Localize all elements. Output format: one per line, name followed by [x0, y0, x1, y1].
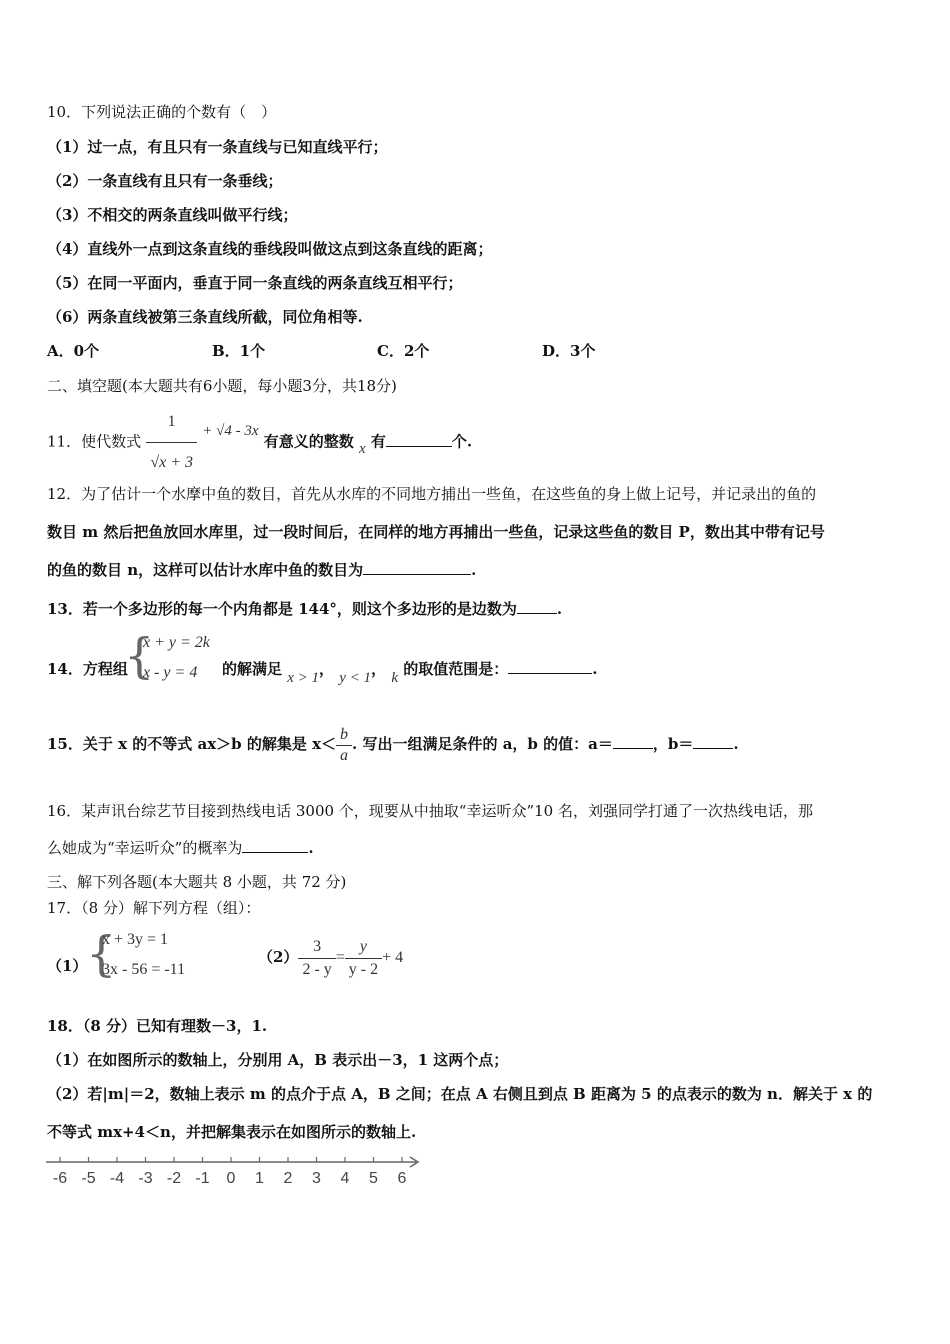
q13-answer-blank[interactable]: [517, 599, 557, 614]
q15-mid2: ，b＝: [652, 735, 694, 753]
number-line-tick-label: 4: [340, 1170, 350, 1187]
section-2-heading: 二、填空题(本大题共有6小题，每小题3分，共18分): [47, 377, 397, 395]
q11-frac-den: √x + 3: [146, 442, 197, 483]
q11-root-term: + √4 - 3x: [202, 422, 259, 439]
q11-suffix-b: 个.: [451, 432, 473, 451]
q14-cond1: x > 1: [287, 670, 320, 686]
q14-cond2: y < 1: [339, 670, 372, 686]
q17-p1-brace: {: [86, 926, 117, 982]
q14-suffix: 的取值范围是：: [403, 660, 509, 678]
q15-frac-num: b: [340, 725, 349, 743]
q17-p2-label: （2）: [258, 948, 299, 966]
section-3-heading: 三、解下列各题(本大题共 8 小题，共 72 分): [47, 873, 347, 891]
number-line-tick-label: 1: [255, 1170, 264, 1187]
q15-line: 15．关于 x 的不等式 ax＞b 的解集是 x＜ $\frac{b}{a}$ . 写出一组满足条件的 a，b 的值：a＝ ，b＝ .: [47, 725, 739, 764]
q16-line-1: 16．某声讯台综艺节目接到热线电话 3000 个，现要从中抽取“幸运听众”10 名，刘强同学打通了一次热线电话，那: [47, 802, 813, 820]
q10-item-6: （6）两条直线被第三条直线所截，同位角相等.: [47, 308, 363, 326]
q11-prefix: 11．使代数式: [47, 432, 142, 451]
q12-line-2: 数目 m 然后把鱼放回水库里，过一段时间后，在同样的地方再捕出一些鱼，记录这些鱼的数目 P，数出其中带有记号: [47, 523, 825, 541]
q15-a-blank[interactable]: [613, 734, 653, 749]
q10-item-1: （1）过一点，有且只有一条直线与已知直线平行；: [47, 138, 388, 156]
q11-var: x: [359, 440, 366, 457]
number-line-tick-label: -2: [166, 1170, 182, 1187]
q17-p2-num1: 3: [313, 937, 322, 955]
q15-frac-den: a: [336, 745, 352, 766]
q16-line-2: 么她成为“幸运听众”的概率为 .: [47, 839, 314, 857]
q14-brace: {: [124, 628, 155, 684]
number-line-tick-label: -1: [195, 1170, 210, 1187]
q15-fraction: [336, 725, 352, 766]
q17-p2-frac1: [298, 936, 335, 981]
q10-item-3: （3）不相交的两条直线叫做平行线；: [47, 206, 298, 224]
number-line-tick-label: 2: [283, 1170, 293, 1187]
q11-suffix-a: 有: [370, 432, 386, 451]
q17-p1-label: （1）: [47, 957, 88, 975]
q10-option-c: C．2个: [377, 342, 430, 360]
number-line-tick-label: -6: [52, 1170, 68, 1187]
q17-stem: 17．（8 分）解下列方程（组）：: [47, 899, 261, 917]
number-line-tick-label: 5: [369, 1170, 378, 1187]
q11-answer-blank[interactable]: [386, 432, 452, 447]
q10-item-5: （5）在同一平面内，垂直于同一条直线的两条直线互相平行；: [47, 274, 463, 292]
q17-p1-eq1: x + 3y = 1: [102, 931, 169, 948]
q14-sep: ，: [319, 660, 335, 678]
q12-answer-blank[interactable]: [363, 560, 471, 575]
q17-p2-eq: =: [335, 949, 345, 966]
q18-item-1: （1）在如图所示的数轴上，分别用 A，B 表示出－3，1 这两个点；: [47, 1051, 509, 1069]
q17-p2-den1: 2 - y: [298, 958, 335, 981]
number-line-tick-label: 3: [312, 1170, 321, 1187]
number-line-tick-label: -3: [138, 1170, 153, 1187]
q14-answer-blank[interactable]: [508, 659, 592, 674]
q14-var: k: [391, 670, 398, 686]
q17-p2-frac2: [345, 936, 382, 981]
q10-item-2: （2）一条直线有且只有一条垂线；: [47, 172, 283, 190]
q14-rest: 的解满足 x > 1， y < 1， k 的取值范围是： .: [222, 660, 598, 686]
q17-p2-num2: y: [359, 937, 368, 955]
q10-stem: 10．下列说法正确的个数有（ ）: [47, 103, 277, 121]
q13-line: 13．若一个多边形的每一个内角都是 144°，则这个多边形的是边数为 .: [47, 600, 563, 618]
q17-p2-tail: + 4: [382, 949, 404, 966]
q14-prefix: 14．方程组: [47, 660, 128, 678]
q10-option-d: D．3个: [542, 342, 596, 360]
q10-option-b: B．1个: [212, 342, 266, 360]
q10-option-a: A．0个: [47, 342, 100, 360]
q14-eq2: x - y = 4: [143, 664, 198, 681]
number-line-tick-label: 6: [397, 1170, 407, 1187]
number-line-tick-label: -4: [109, 1170, 125, 1187]
q17-p2-den2: y - 2: [345, 958, 382, 981]
q18-stem: 18．（8 分）已知有理数－3，1.: [47, 1017, 268, 1035]
q14-mid: 的解满足: [222, 660, 283, 678]
q11-line: [47, 402, 472, 483]
number-line-tick-label: 0: [226, 1170, 236, 1187]
q10-item-4: （4）直线外一点到这条直线的垂线段叫做这点到这条直线的距离；: [47, 240, 493, 258]
q14-eq1: x + y = 2k: [143, 634, 210, 651]
q12-line-1: 12．为了估计一个水摩中鱼的数目，首先从水库的不同地方捕出一些鱼，在这些鱼的身上做上记号，并记录出的鱼的: [47, 485, 817, 503]
q17-p2: [258, 932, 403, 983]
q12-line-3: 的鱼的数目 n，这样可以估计水库中鱼的数目为 .: [47, 561, 477, 579]
q15-prefix: 15．关于 x 的不等式 ax＞b 的解集是 x＜: [47, 735, 337, 753]
q17-p1-eq2: 3x - 56 = -11: [102, 961, 186, 978]
number-line-tick-label: -5: [81, 1170, 96, 1187]
q15-mid: . 写出一组满足条件的 a，b 的值：a＝: [352, 735, 613, 753]
q18-item-2-line-1: （2）若|m|＝2，数轴上表示 m 的点介于点 A，B 之间；在点 A 右侧且到点 B 距离为 5 的点表示的数为 n．解关于 x 的: [47, 1085, 873, 1103]
q11-frac-num: 1: [167, 413, 176, 430]
q18-item-2-line-2: 不等式 mx+4＜n，并把解集表示在如图所示的数轴上.: [47, 1123, 417, 1141]
q15-b-blank[interactable]: [693, 734, 733, 749]
q11-mid: 有意义的整数: [263, 432, 354, 451]
q11-fraction: [146, 402, 197, 483]
q16-answer-blank[interactable]: [242, 838, 308, 853]
number-line: [40, 1150, 440, 1195]
